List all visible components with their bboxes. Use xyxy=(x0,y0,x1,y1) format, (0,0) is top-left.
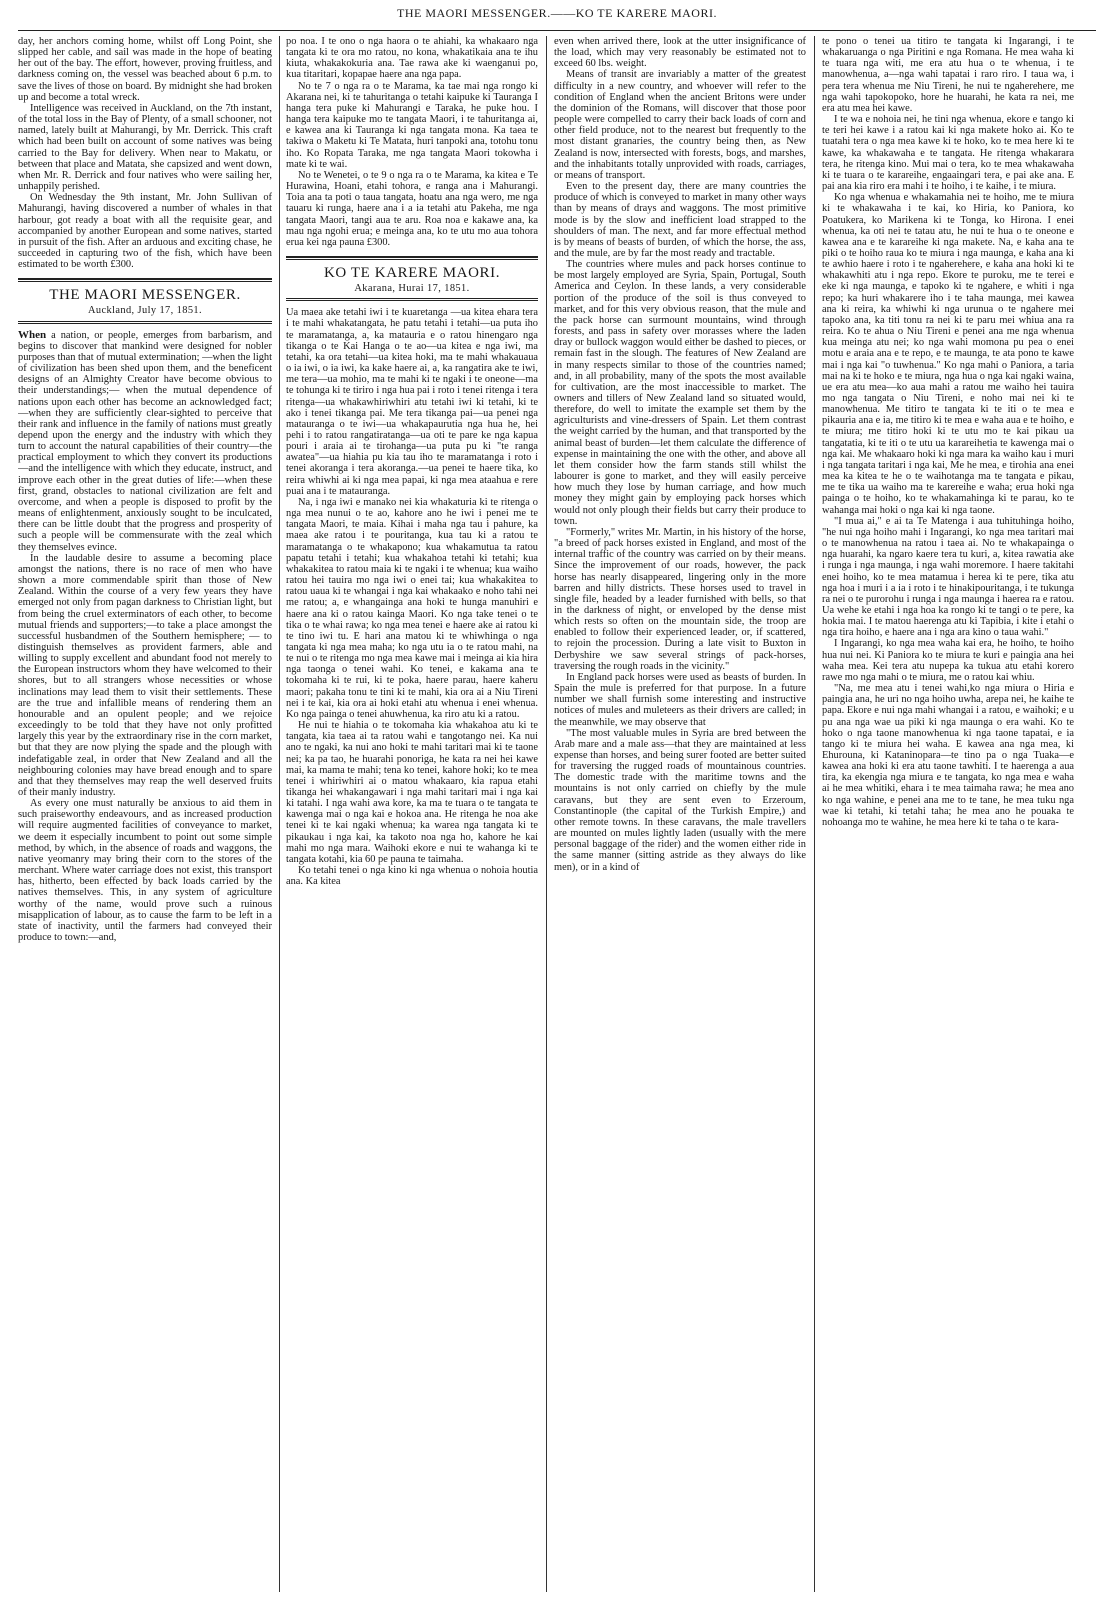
paragraph: Intelligence was received in Auckland, on the 7th instant, of the total loss in the Bay of Plenty, of a small schooner, not named, lately built at Mahurangi, by Mr. Derrick. This craft which had been built on account of some natives was being carried to the Bay for delivery. When near to Makatu, or between that place and Matata, she capsized and went down, when Mr. R. Derrick and four natives who were sailing her, unhappily perished. xyxy=(18,102,272,193)
dateline: Auckland, July 17, 1851. xyxy=(87,305,203,317)
masthead-title: THE MAORI MESSENGER. xyxy=(49,287,241,304)
paragraph: Means of transit are invariably a matter of the greatest difficulty in a new country, and whoever will refer to the condition of England when the ancient Britons were under the dominion of the Romans, will discover that those poor people were compelled to carry their back loads of corn and other field produce, not to the nearest but frequently to the most distant granaries, the country being then, as New Zealand is now, intersected with forests, bogs, and marshes, and the inhabitants totally unprovided with roads, carriages, or means of transport. xyxy=(554,69,806,181)
paragraph: In England pack horses were used as beasts of burden. In Spain the mule is preferred for that purpose. In a future number we shall furnish some interesting and instructive notices of mules and muleteers as their drivers are called; in the meanwhile, we may observe that xyxy=(554,671,806,728)
paragraph: The countries where mules and pack horses continue to be most largely employed are Syria, Spain, Portugal, South America and Ceylon. In these lands, a very considerable portion of the produce of the soil is thus conveyed to market, and for this very obvious reason, that the mule and the pack horse can surmount mountains, wind through forests, and pass in safety over morasses where the laden dray or bullock waggon would either be dashed to pieces, or remain fast in the slough. The features of New Zealand are in many respects similar to those of the countries named; and, in all probability, many of the spots the most available for cultivation, are the most inaccessible to market. The owners and tillers of New Zealand land so situated would, therefore, do well to imitate the example set them by the agriculturists and vine-dressers of Spain. Let them contrast the weight carried by the human, and that transported by the animal beast of burden—let them calculate the difference of expense in maintaining the one with the other, and above all let them consider how the farm stands still whilst the labourer is gone to market, and they will easily perceive how much they lose by human carriage, and how much money they might gain by employing pack horses which would not only plough their fields but carry their produce to town. xyxy=(554,259,806,527)
paragraph: He nui te hiahia o te tokomaha kia whakahoa atu ki te tangata, kia taea ai ta ratou wahi e tangotango nei. Ka nui ano te ngaki, ka nui ano hoki te mahi taritari mai ki te taone nei; ka pa tao, he huarahi ponoriga, he kata ra nei hei kawe mai, ka mama te mahi; tena ko tenei, kahore hoki; ko te mea tenei i whiriwhiri ai o matou whakaaro, kia rapua etahi tikanga hei whakangawari i nga mahi taritari mai i nga kai ki tatahi. I nga wahi awa kore, ka ma te tuara o te tangata te kawenga mai o nga kai e hokoa ana. He ritenga he noa ake tenei ki te kai ngaki whenua; ka warea nga tangata ki te pikaukau i nga kai, ka takoto noa nga ho, kahore he kai mahi mo nga mara. Waihoki ekore e nui te wahanga ki te tangata kotahi, kia 60 pe pauna te taimaha. xyxy=(286,720,538,865)
lead-word: When xyxy=(18,328,47,341)
column-4 xyxy=(822,36,1074,1591)
masthead-title: KO TE KARERE MAORI. xyxy=(323,264,501,281)
paragraph: On Wednesday the 9th instant, Mr. John Sullivan of Mahurangi, having discovered a number of whales in that harbour, got ready a boat with all the requisite gear, and accompanied by another European and some natives, started in pursuit of the fish. After an arduous and exciting chase, he succeeded in capturing two of the fish, which have been estimated to be worth £300. xyxy=(18,192,272,271)
paragraph: Ua maea ake tetahi iwi i te kuaretanga —ua kitea ehara tera i te mahi whakatangata, he patu tetahi i tetahi—ua puta iho te maramatanga, a, ka matauria e o ratou hinengaro nga tikanga o te Kai Hanga o te ao—ua kitea e nga iwi, ma tetahi, ka ora tetahi—ua kitea hoki, ma te mahi whakauaua o ia iwi, o ia iwi, ka kake haere ai, a, ka rangatira ake te iwi, me tera—ua mohio, ma te mahi ki te ngaki i te oneone—ma te tohunga ki te tiriro i nga hua pai i roto i tenei ritenga i tera ritenga—ua whakawhiriwhiri atu tetahi iwi ki tetahi, ki te ako i tenei tikanga pai. Me tera tikanga pai—ua penei nga matauranga o te iwi—ua whakapaurutia nga hua he, hei pehi i to ratou rangatiratanga—ua oti te pare ke nga kapua pouri i araia ai te tirohanga—ua puta pu ki "te ranga awatea"—ua hiahia pu kia tau iho te maramatanga i roto i tenei akoranga i tera akoranga.—ua penei te haere tika, ko reira whiwhi ai ki nga mea papai, ki nga mea ataahua e rere puai ana i te matauranga. xyxy=(286,307,538,497)
paragraph: te pono o tenei ua titiro te tangata ki Ingarangi, i te whakaruanga o nga Piritini e nga Romana. He mea waha ki te tuara nga witi, me era atu hua o te whenua, i te manowhenua, a—nga wahi tapatai i raro riro. I taua wa, i pera tera whenua me Niu Tireni, he nui te ngahereherе, me nga wahi tapokopoko, hore he huarahi, he kata ra nei, me era atu mea hei kawe. xyxy=(822,36,1074,114)
paragraph: "Formerly," writes Mr. Martin, in his history of the horse, "a breed of pack horses existed in England, and most of the internal traffic of the country was carried on by their means. Since the improvement of our roads, however, the pack horse has nearly disappeared, lingering only in the more barren and hilly districts. These horses used to travel in single file, headed by a leader furnished with bells, so that in the darkness of night, or enveloped by the dense mist which rests so often on the mountain side, the troop are enabled to follow their experienced leader, or, if scattered, to rejoin the procession. During a late visit to Buxton in Derbyshire we saw several strings of pack-horses, traversing the rough roads in the vicinity." xyxy=(554,526,806,672)
paragraph: day, her anchors coming home, whilst off Long Point, she slipped her cable, and sail was made in the hope of beating her out of the bay. The effort, however, proving fruitless, and darkness coming on, the vessel was beached about 6 p.m. to save the lives of those on board. By midnight she had broken up and become a total wreck. xyxy=(18,36,272,103)
paragraph: No te 7 o nga ra o te Marama, ka tae mai nga rongo ki Akarana nei, ki te tahuritanga o tetahi kaipuke ki Tauranga I hanga tera puke ki Mahurangi e Taraka, he puke hou. I hanga tera kaipuke mo te tangata Maori, i te tahuritanga ai, e kawea ana ki Tauranga ki nga tangata mona. Ka taea te takiwa o Maketu ki Te Matata, huri tanpoki ana, totohu tonu iho. Ko Ropata Taraka, me nga tangata Maori tokowha i mate ki te wai. xyxy=(286,80,538,170)
section-rule xyxy=(18,278,272,282)
masthead xyxy=(286,264,538,295)
column-3 xyxy=(554,36,806,1591)
paragraph: po noa. I te ono o nga haora o te ahiahi, ka whakaaro nga tangata ki te ora mo ratou, no kona, whakatikaia ana te ihu kiuta, whakakokuria ana. Tae rawa ake ki waenganui po, kua titaritari, kopapae haere ana nga papa. xyxy=(286,36,538,81)
column-2 xyxy=(286,36,538,1591)
column-rule xyxy=(814,36,815,1592)
paragraph: As every one must naturally be anxious to aid them in such praiseworthy endeavours, and as increased production will require augmented facilities of conveyance to market, we deem it especially incumbent to point out some simple method, by which, in the absence of roads and waggons, the native yeomanry may bring their corn to the stores of the merchant. Where water carriage does not exist, this transport has, hitherto, been effected by back loads carried by the natives themselves. This, in any system of agriculture worthy of the name, would prove such a ruinous misapplication of labour, as to cause the farm to be left in a state of inactivity, until the farmers had conveyed their produce to town:—and, xyxy=(18,798,272,944)
paragraph: Ko nga whenua e whakamahia nei te hoiho, me te miura ki te whakawaha i te kai, ko Hiria, ko Paniora, ko Poatukera, ko Marikena ki te Tonga, ko Hirona. I enei whenua, ka oti nei te tatau atu, he nui te hua o te oneone e kawea ana e te karareihe ki nga makete. Na, e kaha ana te piki o te hoiho raua ko te miura i nga maunga, e kaha ana ki te awhio haere i roto i te ngahereherе, e kaha ana hoki ki te whakawhiti atu i nga repo. Ekore te puroku, me te terei e eke ki nga maunga, e tapoko ki te ngahere, e whiti i nga repo; ka huri whakarere iho i te taha maunga, mei kawea ana ki reira, ka whiwhi ki nga urunua o te ngahere mei tapoko ana, ka titi tonu ra nei ki te paru mei whiua ana ra reira. Ko te ahua o Niu Tireni e penei ana me nga whenua kua meinga atu nei; ko nga wahi momona pu pea o enei motu e araia ana e te repo, e te maunga, te ata pono te kawe mai i nga kai "o tuwhenua." Ko nga mahi o Paniora, a taria mai na ki te hoko e te miura, nga hua o nga kai ngaki waina, ue era atu mea—ko aua mahi a ratou me waiho hei tauira mo nga tangata o Niu Tireni, e noho mai nei ki te manowhenua. Me titiro te tangata ki te iti o te mea e pikauria ana e ia, me titiro ki te mea e waha aua e te hoiho, e te miura; me titiro hoki ki te utu mo te kai pikau ua tangatatia, ki te iti o te utu ua karareihetia te kawenga mai o nga kai. Me whakaaro hoki ki nga mara ka waiho kau i muri i nga tangata taritari i nga kai, Me he mea, e tirohia ana enei mea ka kitea te he o te waihotanga ma te tangata e pikau, me te tika ua waiho ma te karereihe e waha; erua hoki nga painga o te hoiho, ko te whakamahinga ki te parau, ko te wahanga mai hoki o nga kai ki nga taone. xyxy=(822,192,1074,516)
running-head: THE MAORI MESSENGER.——KO TE KARERE MAORI. xyxy=(397,6,717,20)
paragraph: I Ingarangi, ko nga mea waha kai era, he hoiho, te hoiho hua nui nei. Ki Paniora ko te miura te kuri e paingia ana hei waha mea. Kei tera atu nupepa ka tukua atu etahi korero rawe mo nga mahi o te miura, me o ratou kai whiu. xyxy=(822,638,1074,683)
paragraph: "The most valuable mules in Syria are bred between the Arab mare and a male ass—that they are maintained at less expense than horses, and being surer footed are better suited for traversing the rugged roads of mountainous countries. The domestic trade with the maritime towns and the mountains is not only carried on chiefly by the mule caravans, but they are sent even to Erzeroum, Constantinople (the capital of the Turkish Empire,) and other remote towns. In these caravans, the male travellers are mounted on mules lightly laden (usually with the mere personal baggage of the rider) and the women either ride in the same manner (sitting astride as they always do like men), or in a kind of xyxy=(554,727,806,873)
dateline: Akarana, Hurai 17, 1851. xyxy=(354,283,470,295)
paragraph: even when arrived there, look at the utter insignificance of the load, which may very reasonably be estimated not to exceed 60 lbs. weight. xyxy=(554,36,806,70)
paragraph: In the laudable desire to assume a becoming place amongst the nations, there is no race of men who have shown a more commendable spirit than those of New Zealand. Within the course of a very few years they have emerged not only from pagan darkness to Christian light, but from being the cruel exterminators of each other, to become mutual friends and supporters;—to take a place amongst the successful husbandmen of the Southern hemisphere; — to distinguish themselves as provident farmers, able and willing to supply excellent and abundant food not merely to the European instructors whom they have welcomed to their shores, but to all strangers whose necessities or whose inclinations may lead them to visit their settlements. These are the true and infallible means of rendering them an honourable and an opulent people; and we rejoice exceedingly to be told that they have not only profitted largely this year by the extraordinary rise in the corn market, but that they are now plying the spade and the plough with indefatigable zeal, in order that New Zealand and all the neighbouring colonies may have bread enough and to spare and that they themselves may reap the well deserved fruits of their manly industry. xyxy=(18,552,272,798)
column-rule xyxy=(546,36,547,1592)
column-1 xyxy=(18,36,272,1591)
paragraph: Na, i nga iwi e manako nei kia whakaturia ki te ritenga o nga mea nunui o te ao, kahore ano he iwi i penei me te tangata Maori, te maia. Kihai i maha nga tau i pahure, ka maea ake ratou i te pouritanga, kua tau ki a ratou te maramatanga o te whakapono; kua whakamutua ta ratou papatu tetahi i tetahi; kua whakahoa tetahi ki tetahi; kua whakakitea to ratou maia ki te ngaki i te whenua; kua waiho ratou hei tauira mo nga iwi o enei tai; kua whakakitea to ratou uaua ki te whangai i nga kai whakaako e noho tahi nei me ratou; a, e whangainga ana hoki te hunga manuhiri e haere ana ki o ratou kainga Maori. Ko nga take tenei o te tika o te whai rawa; ko nga mea tenei e haere ake ai ratou ki te tino iwi tu. E hari ana matou ki te whiwhinga o nga tangata ki nga mea maha; ko nga utu ia o te ratou mahi, na te nui o te ritenga mo nga mea kawe mai i meinga ai kia hira nga taonga o tenei wahi. Ko tenei, e kakama ana te tokomaha ki te rui, ki te poka, haere parau, haere kaheru maori; pakaha tonu te tini ki te mahi, kia ora ai a Niu Tireni nei i te kai, kia ora ai hoki etahi atu whenua i enei whenua. Ko nga painga o tenei ahuwhenua, ka riro atu ki a ratou. xyxy=(286,496,538,720)
header-rule xyxy=(18,30,1096,31)
section-rule xyxy=(286,256,538,260)
paragraph: I te wa e nohoia nei, he tini nga whenua, ekore e tango ki te teri hei kawe i a ratou kai ki nga makete hoko ai. Ko te tuatahi tera o nga mea kawe ki te hoko, ko te mea here ki te kawe, ka whakawaha e te tangata. He ritenga whakarara tera, he ritenga kino. Mui mai o tera, ko te mea whakawaha ki te tuara o te karareihe, engaaingari tera, e pai ake ana. E pai ana kia riro era mahi i te hoiho, i te kaihe, i te miura. xyxy=(822,114,1074,193)
masthead xyxy=(18,287,272,317)
paragraph: "Na, me mea atu i tenei wahi,ko nga miura o Hiria e paingia ana, he uri no nga hoiho uwha, arepa nei, he kaihe te papa. Ekore e nui nga mahi whangai i a ratou, e waihoki; e u pu ana nga wae ua piki ki nga maunga o era wahi. Ko te hoko o nga taone manowhenua ki nga taone tapatai, e ia tango ki te miura hei waha. E kawea ana nga mea, ki Ehurouna, ki Kataninopara—te tino pa o nga Tuaka—e kawea ana hoki ki era atu taone tawhiti. I te haerenga a aua tira, ka ekengia nga miura e te tangata, ko nga mea e waha ai he mea whitiki, ehara i te mea taimaha rawa; he mea ano ko nga wahine, e penei ana me to te tane, he mea tuku nga wae ki tetahi, ki tetahi taha; he mea ano he pouaka te nohoanga mo te wahine, he mea here ki te taha o te kara- xyxy=(822,683,1074,828)
paragraph: Ko tetahi tenei o nga kino ki nga whenua o nohoia houtia ana. Ka kitea xyxy=(286,865,538,888)
dateline-rule xyxy=(18,321,272,324)
column-rule xyxy=(279,36,280,1592)
lead-text: a nation, or people, emerges from barbarism, and begins to discover that mankind were designed for nobler purposes than that of mutual extermination; —when the light of civilization has been shed upon them, and the beneficent designs of an Almighty Creator have become obvious to their understandings;— when the mutual dependence of nations upon each other has become an acknowledged fact;—when they are sufficiently clear-sighted to perceive that their rank and influence in the family of nations must greatly depend upon the energy and the industry with which they turn to account the natural capabilities of their country—the practical employment to which they convert its productions—and the intelligence with which they educate, instruct, and improve each other in the great duties of life:—when these first, grand, obstacles to national civilization are felt and overcome, and when a people is disposed to profit by the means of enlightenment, anxiously sought to be inculcated, there can be little doubt that the progress and prosperity of such a people will be commensurate with the zeal which they themselves evince. xyxy=(18,329,272,553)
dateline-rule xyxy=(286,298,538,301)
paragraph: No te Wenetei, o te 9 o nga ra o te Marama, ka kitea e Te Hurawina, Hoani, etahi tohora, e ranga ana i Mahurangi. Toia ana ta poti o taua tangata, hoatu ana nga wero, me nga tauaru ki runga, haere ana i a ia tetahi atu Pakeha, me nga tangata Maori, tangi aua te aru. Roa noa e kakawe ana, ka mau nga ngohi erua; e meinga ana, ko te utu mo aua tohora erua kei nga pauna £300. xyxy=(286,169,538,248)
paragraph: "I mua ai," e ai ta Te Matenga i aua tuhituhinga hoiho, "he nui nga hoiho mahi i Ingarangi, ko nga mea taritari mai o te manowhenua na ratou i taea ai. No te whakapainga o nga huarahi, ka ngaro kaere tera tu kuri, a, kitea rawatia ake i runga i nga maunga, i nga wahi moremore. I haere takitahi enei hoiho, ko te mea matamua i herea ki te pere, tika atu nga hoa i muri i a ia i roto i te hinakipouritanga, i te tukunga ra nei o te purorohu i runga i nga maunga i haerea ra e ratou. Ua wehe ke etahi i nga hoa ka rongo ki te tangi o te pere, ka hokia mai. I te matou haerenga atu ki Tapibia, i kite i etahi o nga tira hoiho, e haere ana i nga ara kino o taua wahi." xyxy=(822,515,1074,639)
editorial-lead xyxy=(18,330,272,553)
paragraph: Even to the present day, there are many countries the produce of which is conveyed to market in many other ways than by means of drays and waggons. The most primitive mode is by the slow and inefficient load strapped to the shoulders of man. The next, and far more effectual method is by means of beasts of burden, of which the horse, the ass, and the mule, are by far the most ready and tractable. xyxy=(554,181,806,259)
